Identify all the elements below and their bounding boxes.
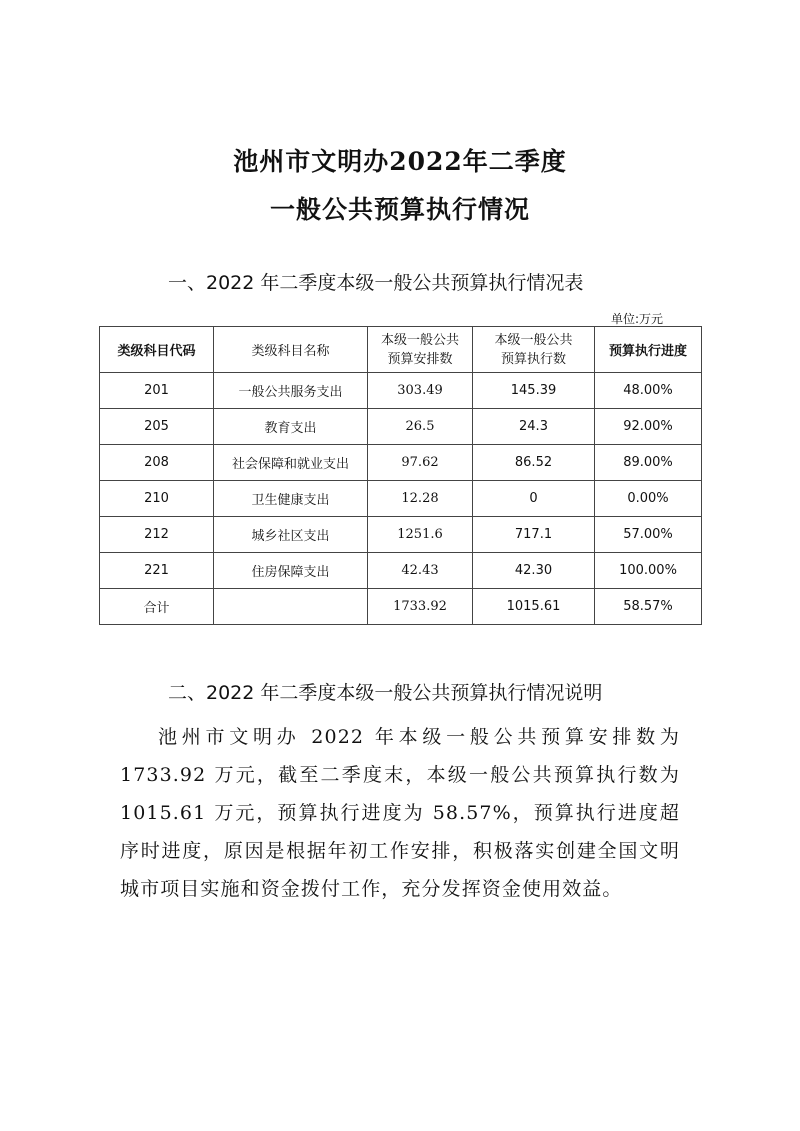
row-executed: 86.52 [473, 445, 595, 481]
row-executed: 42.30 [473, 553, 595, 589]
document-title-line2: 一般公共预算执行情况 [269, 195, 530, 224]
row-budget: 303.49 [368, 373, 473, 409]
table-row [100, 409, 702, 445]
section2-heading: 二、2022 年二季度本级一般公共预算执行情况说明 [168, 682, 603, 704]
row-progress: 89.00% [595, 445, 702, 481]
row-code: 212 [100, 517, 214, 553]
row-progress: 100.00% [595, 553, 702, 589]
row-name: 住房保障支出 [214, 553, 368, 589]
row-code: 210 [100, 481, 214, 517]
table-row [100, 553, 702, 589]
header-progress: 预算执行进度 [595, 327, 702, 373]
row-progress: 57.00% [595, 517, 702, 553]
header-name: 类级科目名称 [214, 327, 368, 373]
header-executed: 本级一般公共 预算执行数 [473, 327, 595, 373]
header-budget: 本级一般公共 预算安排数 [368, 327, 473, 373]
row-budget: 97.62 [368, 445, 473, 481]
table-header-row [100, 327, 702, 373]
row-code: 201 [100, 373, 214, 409]
total-progress: 58.57% [595, 589, 702, 625]
table-total-row [100, 589, 702, 625]
explanation-paragraph: 池州市文明办 2022 年本级一般公共预算安排数为 1733.92 万元，截至二季度末，本级一般公共预算执行数为 1015.61 万元，预算执行进度为 58.57%，预算执行进度超序时进度，原因是根据年初工作安排，积极落实创建全国文明城市项目实施和资金拨付工作，充分发挥资金使用效益。 [120, 726, 680, 900]
row-name: 一般公共服务支出 [214, 373, 368, 409]
total-label: 合计 [100, 589, 214, 625]
row-progress: 92.00% [595, 409, 702, 445]
row-code: 208 [100, 445, 214, 481]
total-executed: 1015.61 [473, 589, 595, 625]
document-title-line1: 池州市文明办2022年二季度 [233, 147, 567, 176]
row-name: 社会保障和就业支出 [214, 445, 368, 481]
row-executed: 717.1 [473, 517, 595, 553]
table-row [100, 517, 702, 553]
row-code: 205 [100, 409, 214, 445]
table-row [100, 373, 702, 409]
row-budget: 42.43 [368, 553, 473, 589]
table-row [100, 445, 702, 481]
row-executed: 0 [473, 481, 595, 517]
row-executed: 145.39 [473, 373, 595, 409]
table-row [100, 481, 702, 517]
row-budget: 26.5 [368, 409, 473, 445]
total-name [214, 589, 368, 625]
row-progress: 0.00% [595, 481, 702, 517]
row-name: 卫生健康支出 [214, 481, 368, 517]
row-progress: 48.00% [595, 373, 702, 409]
row-code: 221 [100, 553, 214, 589]
row-name: 教育支出 [214, 409, 368, 445]
header-code: 类级科目代码 [100, 327, 214, 373]
total-budget: 1733.92 [368, 589, 473, 625]
row-budget: 12.28 [368, 481, 473, 517]
row-budget: 1251.6 [368, 517, 473, 553]
budget-table [99, 326, 702, 625]
section1-heading: 一、2022 年二季度本级一般公共预算执行情况表 [168, 272, 584, 294]
row-name: 城乡社区支出 [214, 517, 368, 553]
row-executed: 24.3 [473, 409, 595, 445]
unit-label: 单位:万元 [611, 312, 664, 326]
